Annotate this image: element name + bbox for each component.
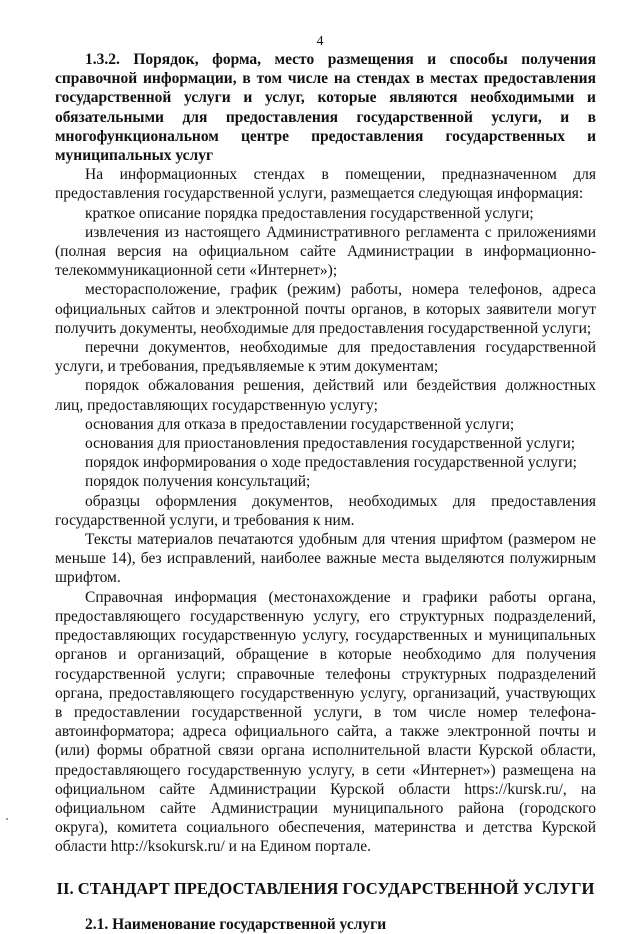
margin-mark	[6, 818, 8, 820]
paragraph: Тексты материалов печатаются удобным для чтения шрифтом (размером не меньше 14), без исправлений, наиболее важные места выделяются полужирным шрифтом.	[55, 531, 596, 587]
paragraph: Справочная информация (местонахождение и графики работы органа, предоставляющего государственную услугу, его структурных подразделений, предоставляющих государственную услугу, государственных и муниципальных органов и организаций, обращение в которые необходимо для получения государственной услуги; справочные телефоны структурных подразделений органа, предоставляющего государственную услугу, организаций, участвующих в предоставлении государственной услуги, в том числе номер телефона-автоинформатора; адреса официального сайта, а также электронной почты и (или) формы обратной связи органа исполнительной власти Курской области, предоставляющего государственную услугу, в сети «Интернет») размещена на официальном сайте Администрации Курской области https://kursk.ru/, на официальном сайте Администрации муниципального района (городского округа), комитета социального обеспечения, материнства и детства Курской области http://ksokursk.ru/ и на Едином портале.	[55, 588, 596, 856]
list-item: порядок обжалования решения, действий или бездействия должностных лиц, предоставляющих государственную услугу;	[55, 377, 596, 414]
paragraph: На информационных стендах в помещении, предназначенном для предоставления государственной услуги, размещается следующая информация:	[55, 166, 596, 203]
list-item: извлечения из настоящего Административного регламента с приложениями (полная версия на официальном сайте Администрации в информационно-телекоммуникационной сети «Интернет»);	[55, 223, 596, 280]
subsection-heading-1-3-2: 1.3.2. Порядок, форма, место размещения и способы получения справочной информации, в том числе на стендах в местах предоставления государственной услуги и услуг, которые являются необходимыми и обязательными для предоставления государственной услуги, и в многофункциональном центре предоставления государственных и муниципальных услуг	[55, 51, 596, 165]
list-item: перечни документов, необходимые для предоставления государственной услуги, и требования, предъявляемые к этим документам;	[55, 339, 596, 376]
list-item: краткое описание порядка предоставления государственной услуги;	[85, 204, 534, 222]
list-item: месторасположение, график (режим) работы, номера телефонов, адреса официальных сайтов и электронной почты органов, в которых заявители могут получить документы, необходимые для предоставления государственной услуги;	[55, 281, 596, 337]
page-number: 4	[316, 34, 324, 49]
list-item: основания для приостановления предоставления государственной услуги;	[85, 435, 576, 453]
subsection-heading-2-1: 2.1. Наименование государственной услуги	[85, 915, 387, 933]
document-body	[55, 50, 596, 934]
section-heading: II. СТАНДАРТ ПРЕДОСТАВЛЕНИЯ ГОСУДАРСТВЕННОЙ УСЛУГИ	[56, 878, 595, 898]
list-item: основания для отказа в предоставлении государственной услуги;	[85, 415, 515, 433]
list-item: порядок информирования о ходе предоставления государственной услуги;	[85, 454, 577, 472]
list-item: образцы оформления документов, необходимых для предоставления государственной услуги, и требования к ним.	[55, 492, 596, 529]
list-item: порядок получения консультаций;	[85, 473, 311, 491]
